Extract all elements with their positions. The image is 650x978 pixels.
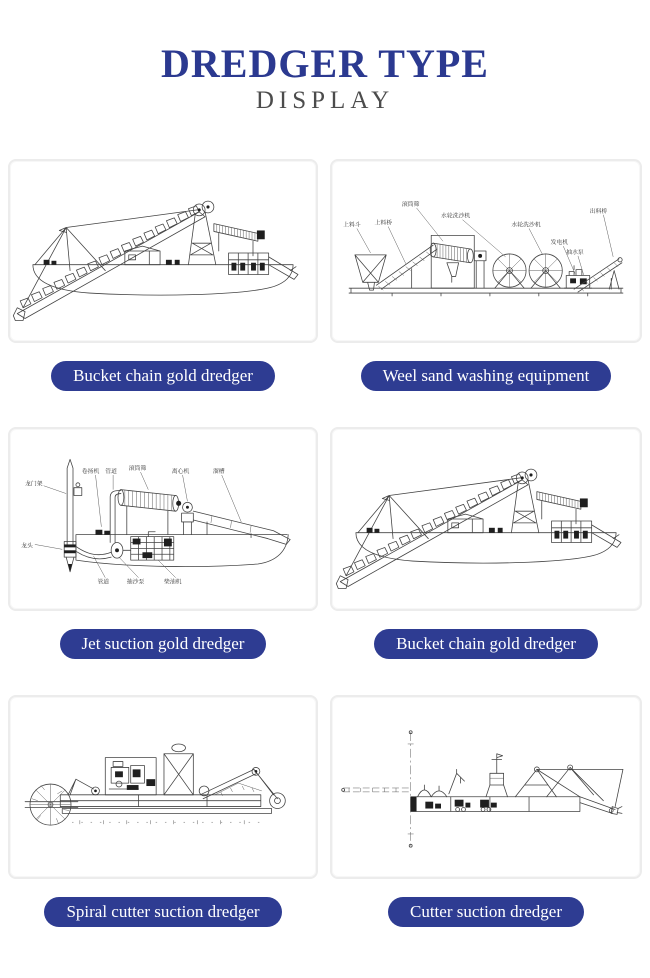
spiral-cutter-dredger-drawing [10, 697, 316, 877]
annotation-winch: 卷扬机 [81, 469, 100, 476]
page-subtitle: DISPLAY [255, 87, 395, 114]
annotation-feed-hopper: 上料斗 [343, 222, 361, 229]
panel-spiral-cutter-dredger [8, 695, 318, 879]
panel-bucket-chain-dredger-2 [330, 427, 642, 611]
annotation-wheel-washer-2: 水轮洗沙机 [511, 222, 541, 229]
annotation-pipe-top: 管道 [105, 469, 118, 476]
annotation-generator: 发电机 [550, 240, 569, 247]
annotation-feed-conveyor: 上料桥 [374, 220, 393, 227]
annotation-drum-screen: 滚筒筛 [401, 202, 420, 208]
cell-spiral-cutter [8, 695, 318, 927]
cell-bucket-chain-1 [8, 159, 318, 391]
label-button-spiral-cutter[interactable]: Spiral cutter suction dredger [44, 897, 281, 927]
panel-jet-suction-dredger [8, 427, 318, 611]
bucket-chain-dredger-drawing-1 [10, 161, 316, 341]
annotation-suction-head: 龙头 [21, 543, 33, 550]
panel-wheel-sand-washing [330, 159, 642, 343]
annotation-pipe-bottom: 管道 [97, 579, 110, 586]
wheel-sand-washing-drawing [332, 161, 640, 341]
page-header [0, 42, 650, 115]
label-button-bucket-chain-1[interactable]: Bucket chain gold dredger [51, 361, 275, 391]
dredger-grid [0, 159, 650, 927]
label-button-bucket-chain-2[interactable]: Bucket chain gold dredger [374, 629, 598, 659]
annotation-centrifuge: 离心机 [171, 469, 190, 476]
annotation-gantry: 龙门架 [25, 481, 43, 488]
annotation-water-pump: 抽水泵 [566, 249, 584, 256]
bucket-chain-dredger-drawing-2 [332, 429, 640, 609]
panel-cutter-suction-dredger [330, 695, 642, 879]
cell-cutter-suction [330, 695, 642, 927]
annotation-sluice: 溜槽 [212, 469, 225, 476]
annotation-wheel-washer-1: 水轮洗沙机 [441, 213, 471, 220]
annotation-drum-screen: 滚筒筛 [128, 466, 147, 473]
page-title: DREDGER TYPE [161, 41, 489, 86]
panel-bucket-chain-dredger-1 [8, 159, 318, 343]
jet-suction-dredger-drawing [10, 429, 316, 609]
annotation-diesel-engine: 柴油机 [163, 579, 182, 586]
cell-bucket-chain-2 [330, 427, 642, 659]
cell-wheel-sand-washing [330, 159, 642, 391]
cell-jet-suction [8, 427, 318, 659]
label-button-wheel-sand-washing[interactable]: Weel sand washing equipment [361, 361, 612, 391]
cutter-suction-dredger-drawing [332, 697, 640, 877]
label-button-jet-suction[interactable]: Jet suction gold dredger [60, 629, 267, 659]
annotation-sand-pump: 抽沙泵 [126, 579, 145, 586]
label-button-cutter-suction[interactable]: Cutter suction dredger [388, 897, 584, 927]
annotation-discharge-conveyor: 出料桥 [589, 208, 608, 215]
